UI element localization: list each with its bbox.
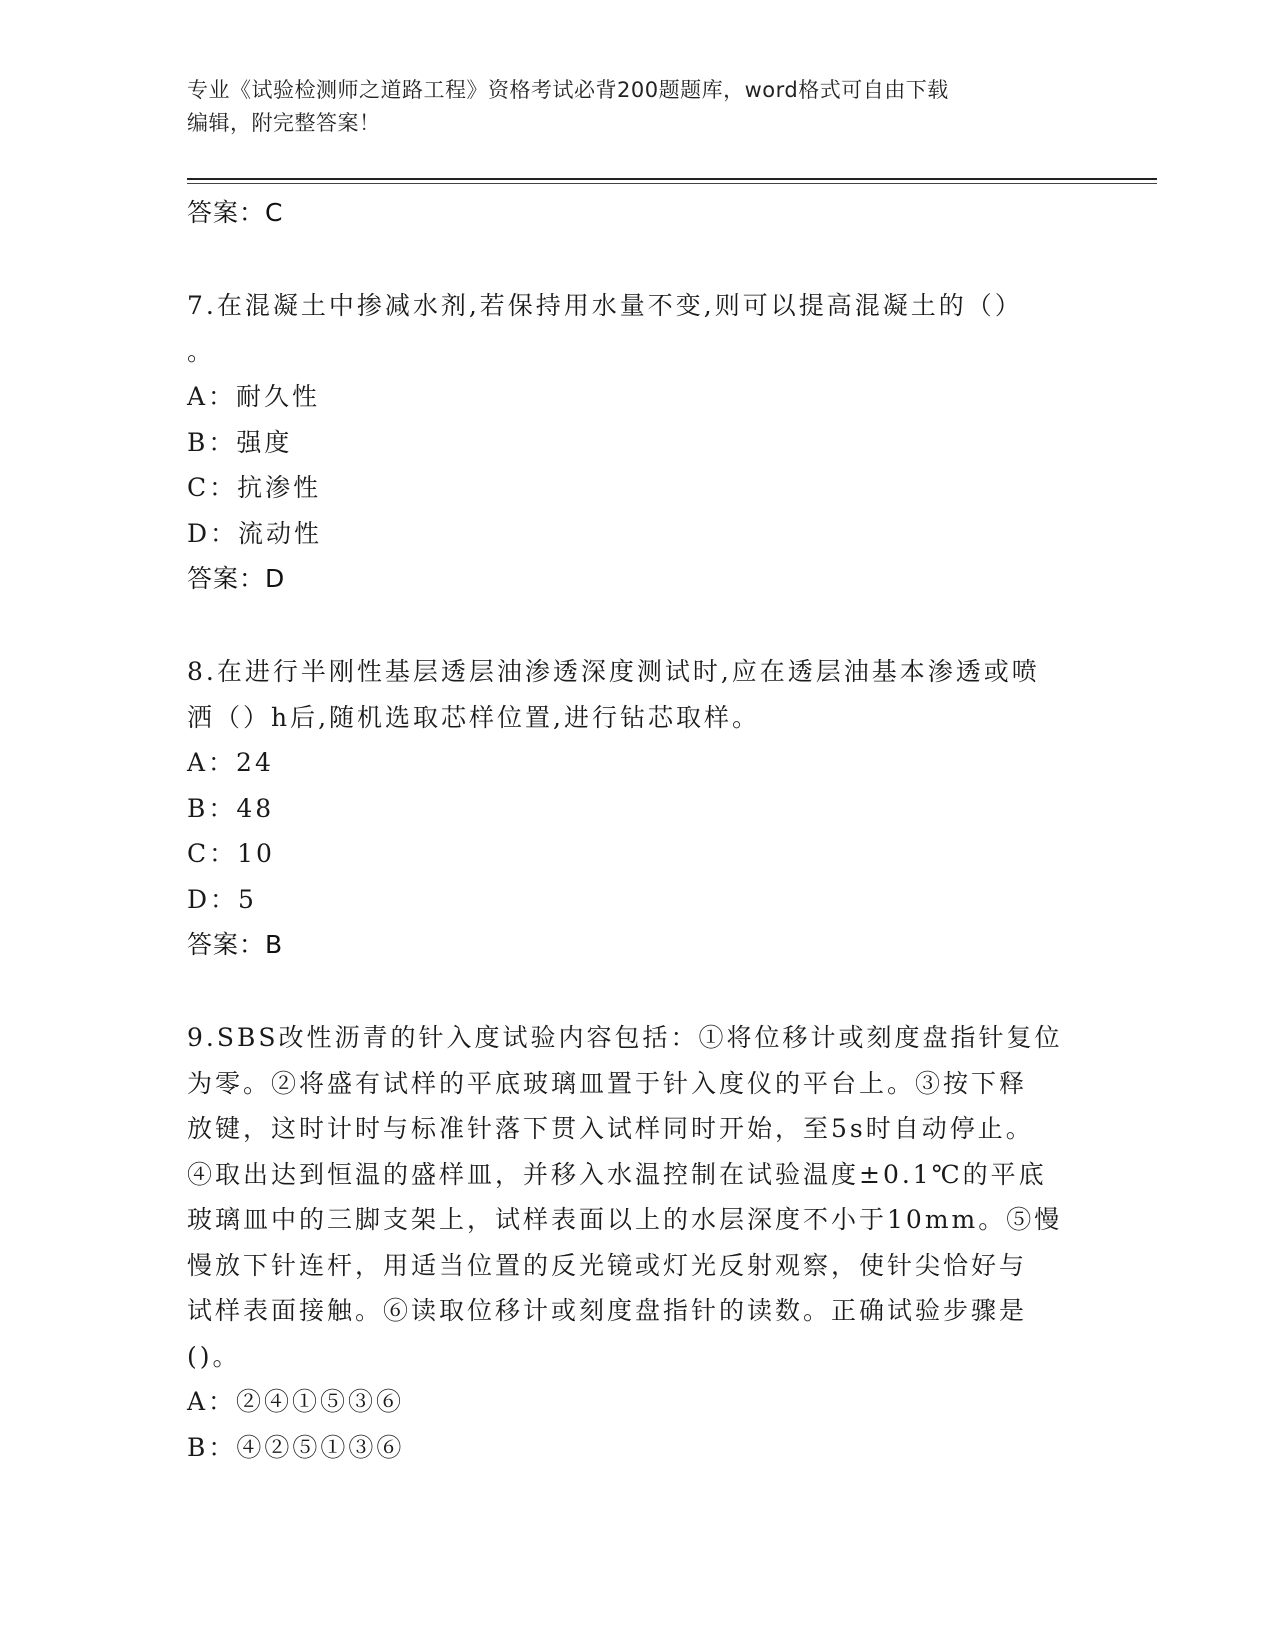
question-line: 7.在混凝土中掺减水剂,若保持用水量不变,则可以提高混凝土的（） bbox=[187, 291, 1023, 320]
question-line: 。 bbox=[187, 336, 216, 366]
option-b: B：④②⑤①③⑥ bbox=[187, 1432, 405, 1462]
question-line: 9.SBS改性沥青的针入度试验内容包括：①将位移计或刻度盘指针复位 bbox=[187, 1023, 1063, 1052]
option-a: A：24 bbox=[187, 748, 274, 777]
header-divider-thick bbox=[187, 178, 1157, 180]
header-divider-thin bbox=[187, 183, 1157, 184]
option-d: D：5 bbox=[187, 884, 257, 914]
option-c: C：抗渗性 bbox=[187, 473, 322, 502]
header-line-2: 编辑，附完整答案！ bbox=[187, 111, 381, 135]
document-header bbox=[187, 74, 1087, 140]
header-line-1: 专业《试验检测师之道路工程》资格考试必背200题题库，word格式可自由下载 bbox=[187, 78, 949, 102]
document-body bbox=[187, 190, 1087, 1470]
option-d: D：流动性 bbox=[187, 518, 323, 548]
question-line: 放键，这时计时与标准针落下贯入试样同时开始，至5s时自动停止。 bbox=[187, 1114, 1034, 1143]
option-b: B：48 bbox=[187, 793, 275, 823]
option-b: B：强度 bbox=[187, 427, 293, 457]
question-line: 玻璃皿中的三脚支架上，试样表面以上的水层深度不小于10mm。⑤慢 bbox=[187, 1205, 1063, 1234]
option-a: A：耐久性 bbox=[187, 382, 321, 411]
question-line: 为零。②将盛有试样的平底玻璃皿置于针入度仪的平台上。③按下释 bbox=[187, 1068, 1028, 1098]
question-9 bbox=[187, 1015, 1087, 1379]
answer-label: 答案：B bbox=[187, 930, 284, 959]
question-line: 慢放下针连杆，用适当位置的反光镜或灯光反射观察，使针尖恰好与 bbox=[187, 1250, 1028, 1280]
question-line: ④取出达到恒温的盛样皿，并移入水温控制在试验温度±0.1℃的平底 bbox=[187, 1159, 1047, 1189]
option-c: C：10 bbox=[187, 839, 275, 868]
question-line: ()。 bbox=[187, 1341, 241, 1371]
answer-label: 答案：D bbox=[187, 564, 286, 593]
answer-label: 答案：C bbox=[187, 198, 284, 227]
option-a: A：②④①⑤③⑥ bbox=[187, 1387, 405, 1416]
question-line: 洒（）h后,随机选取芯样位置,进行钻芯取样。 bbox=[187, 702, 760, 732]
question-line: 8.在进行半刚性基层透层油渗透深度测试时,应在透层油基本渗透或喷 bbox=[187, 657, 1040, 686]
question-line: 试样表面接触。⑥读取位移计或刻度盘指针的读数。正确试验步骤是 bbox=[187, 1296, 1028, 1325]
question-8 bbox=[187, 649, 1087, 740]
question-7 bbox=[187, 283, 1087, 374]
